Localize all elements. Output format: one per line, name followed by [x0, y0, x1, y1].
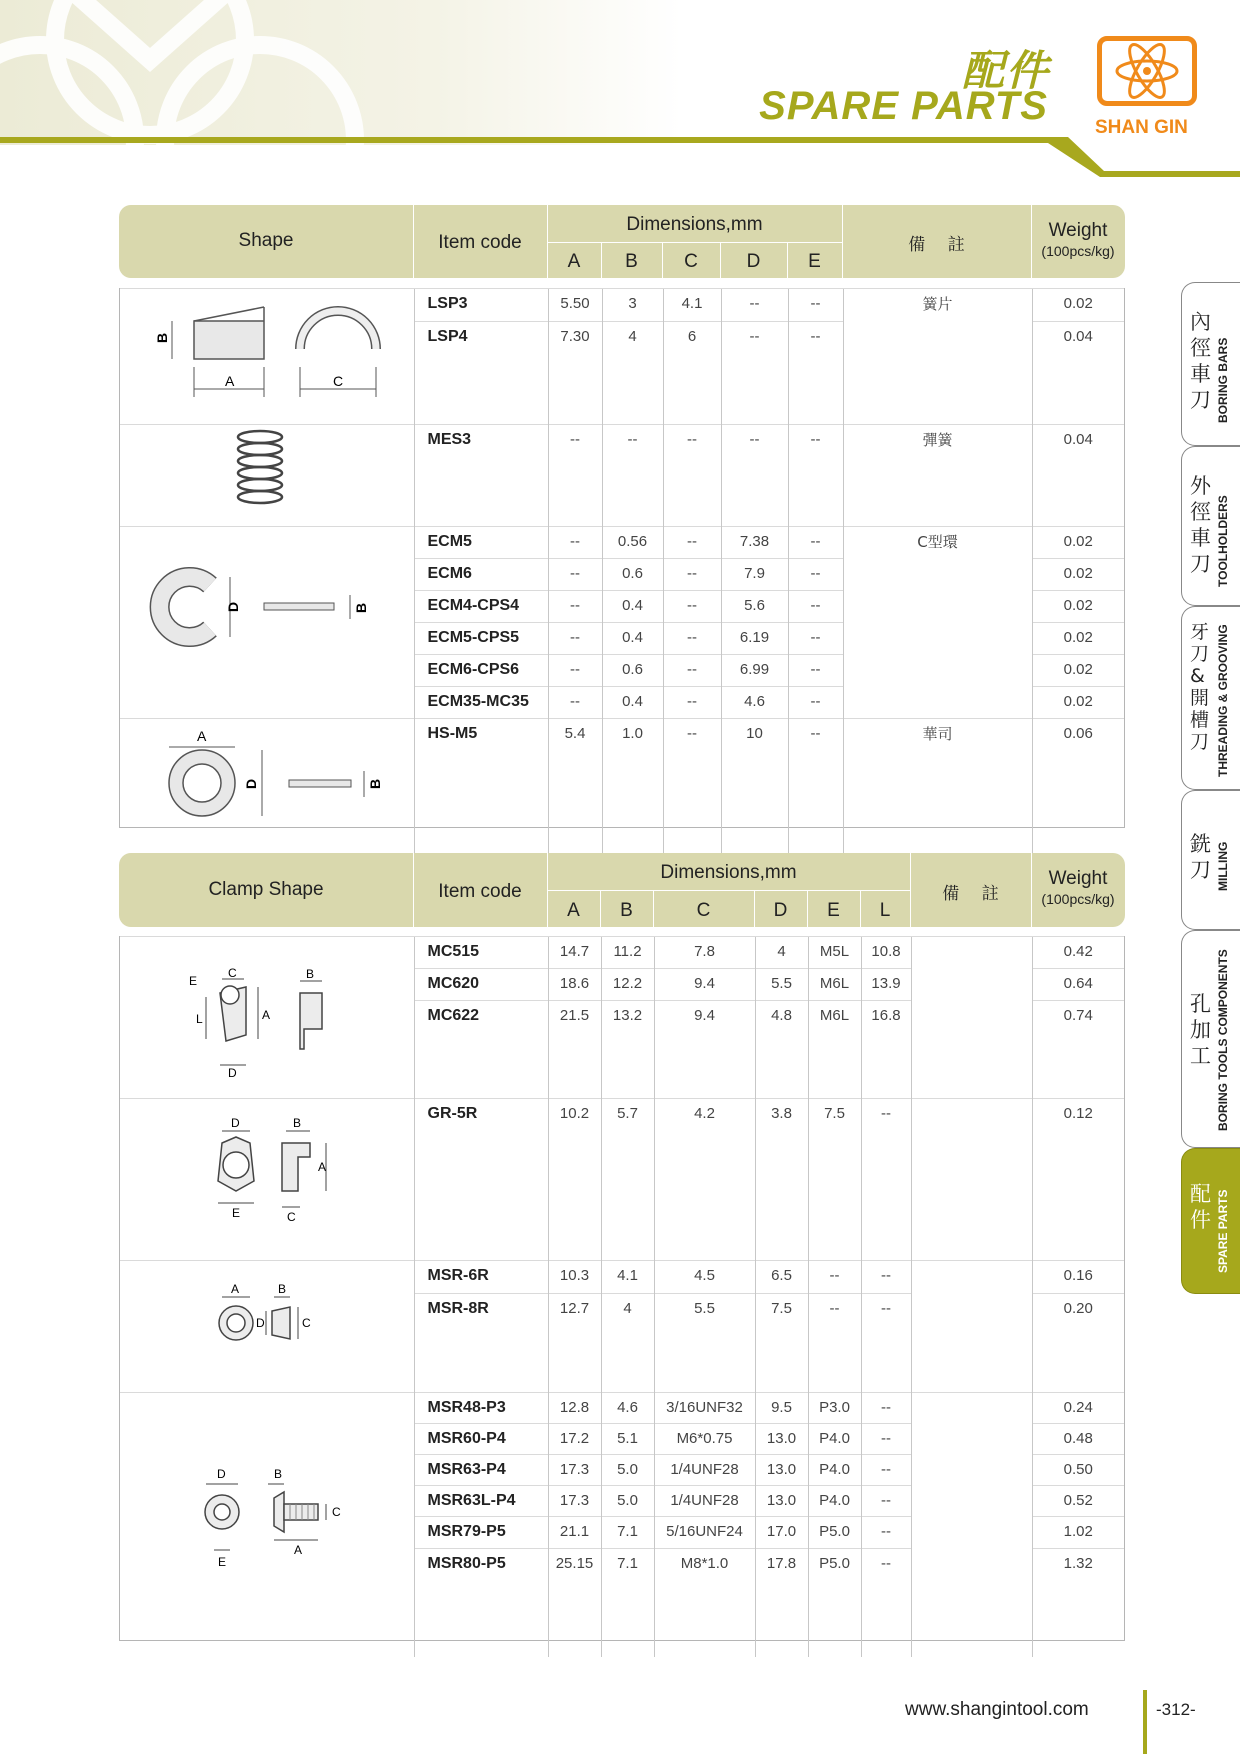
item-code: ECM4-CPS4 [414, 591, 548, 623]
dim-c: -- [663, 527, 721, 559]
clamp-msr-r-drawing [122, 1261, 412, 1381]
table-row: ECM5-CPS5 -- 0.4 -- 6.19 -- 0.02 [120, 623, 1124, 655]
dim-a: -- [548, 527, 602, 559]
dim-label: A [196, 728, 207, 744]
col-e: E [808, 251, 821, 272]
table-row: D B C E A MSR48-P3 12.8 4.6 3/16UNF32 9.5 P3.0 -- 0.24 [120, 1393, 1124, 1424]
dim-label: L [195, 1012, 203, 1026]
dim-d: -- [721, 289, 788, 322]
col-weight: Weight [1048, 220, 1108, 241]
dim-label: E [231, 1206, 240, 1220]
header-pattern [0, 0, 1240, 145]
weight: 0.04 [1032, 322, 1124, 355]
dim-d: -- [721, 322, 788, 355]
item-code: MSR63-P4 [414, 1455, 548, 1486]
table-row: E C B L A D MC515 14.7 11.2 7.8 4 M5L 10.8 0.42 [120, 937, 1124, 969]
col-weight: Weight [1048, 868, 1108, 889]
weight: 0.02 [1032, 289, 1124, 322]
dim-d: 7.38 [721, 527, 788, 559]
item-code: MC515 [414, 937, 548, 969]
shape-ecm [120, 527, 414, 719]
tab-label-cn: 配件 [1190, 1182, 1211, 1232]
col-e: E [827, 900, 840, 921]
dim-label: E [188, 974, 197, 988]
table-row: MSR63-P4 17.3 5.0 1/4UNF28 13.0 P4.0 -- 0.50 [120, 1455, 1124, 1486]
tab-boring-tools-components[interactable] [1181, 930, 1240, 1148]
col-c: C [696, 900, 711, 921]
dim-label: E [217, 1554, 226, 1569]
dim-d: -- [721, 425, 788, 458]
dim-label: D [216, 1466, 226, 1481]
col-c: C [684, 251, 698, 272]
dim-label: C [227, 966, 237, 980]
footer-divider [1143, 1690, 1147, 1754]
tab-label: SPARE PARTS [1216, 1189, 1230, 1273]
note [911, 937, 1032, 1099]
item-code: MSR-6R [414, 1261, 548, 1294]
col-l: L [879, 900, 891, 921]
weight: 0.04 [1032, 425, 1124, 458]
col-note: 備 註 [942, 884, 999, 904]
shape-mes [120, 425, 414, 527]
shape-lsp [120, 289, 414, 425]
table-row: MSR80-P5 25.15 7.1 M8*1.0 17.8 P5.0 -- 1.32 [120, 1548, 1124, 1579]
dim-label: B [305, 967, 314, 981]
tab-label-cn: 銑刀 [1190, 832, 1211, 882]
item-code: MC622 [414, 1000, 548, 1031]
item-code: ECM5 [414, 527, 548, 559]
item-code: MSR79-P5 [414, 1517, 548, 1548]
col-dimensions: Dimensions,mm [660, 862, 797, 883]
dim-c: 6 [663, 322, 721, 355]
col-d: D [746, 251, 761, 272]
tab-label-cn: 內徑車刀 [1190, 310, 1211, 412]
dim-c: -- [663, 425, 721, 458]
col-weight-unit: (100pcs/kg) [1041, 243, 1115, 259]
dim-label: B [352, 602, 369, 613]
tab-label-cn: 牙刀&開槽刀 [1190, 621, 1210, 753]
col-note: 備 註 [908, 235, 965, 255]
table-row: MSR60-P4 17.2 5.1 M6*0.75 13.0 P4.0 -- 0.48 [120, 1424, 1124, 1455]
table-row: A B D C MSR-6R 10.3 4.1 4.5 6.5 -- -- 0.16 [120, 1261, 1124, 1294]
dim-label: C [331, 1504, 341, 1519]
dim-a: -- [548, 425, 602, 458]
col-a: A [567, 900, 580, 921]
header-background [0, 0, 1240, 145]
dim-label: A [261, 1008, 270, 1022]
shape-gr [120, 1099, 414, 1261]
atom-logo-icon [1102, 41, 1192, 101]
item-code: ECM6 [414, 559, 548, 591]
dim-label: B [277, 1282, 286, 1296]
item-code: MSR80-P5 [414, 1548, 548, 1579]
dim-label: A [317, 1160, 326, 1174]
page-number: -312- [1156, 1700, 1196, 1719]
footer-url[interactable]: www.shangintool.com [905, 1699, 1089, 1720]
item-code: MES3 [414, 425, 548, 458]
dim-b: -- [602, 425, 663, 458]
note [911, 1099, 1032, 1261]
screw-msr-p-drawing [122, 1420, 412, 1620]
item-code: ECM5-CPS5 [414, 623, 548, 655]
col-b: B [620, 900, 633, 921]
note: 彈簧 [843, 425, 1032, 527]
header-rule [0, 137, 1050, 143]
dim-label: D [255, 1316, 265, 1330]
dim-label: A [224, 373, 235, 389]
brand-logo [1097, 36, 1197, 106]
note [911, 1393, 1032, 1658]
table-row: ECM6 -- 0.6 -- 7.9 -- 0.02 [120, 559, 1124, 591]
brand-name: SHAN GIN [1095, 117, 1188, 138]
shape-msr-p [120, 1393, 414, 1658]
coil-spring-drawing [122, 425, 412, 515]
tab-label-cn: 孔加工 [1190, 992, 1211, 1068]
dim-b: 0.56 [602, 527, 663, 559]
dim-e: -- [788, 289, 843, 322]
tab-boring-bars[interactable] [1181, 282, 1240, 446]
col-weight-unit: (100pcs/kg) [1041, 891, 1115, 907]
table-row: MSR63L-P4 17.3 5.0 1/4UNF28 13.0 P4.0 -- 0.52 [120, 1486, 1124, 1517]
weight: 0.02 [1032, 527, 1124, 559]
dim-b: 4 [602, 322, 663, 355]
tab-threading-grooving[interactable] [1181, 606, 1240, 790]
note [911, 1261, 1032, 1393]
dim-label: B [273, 1466, 282, 1481]
c-ring-drawing [122, 527, 412, 707]
tab-spare-parts[interactable] [1181, 1148, 1240, 1294]
col-a: A [567, 251, 581, 272]
tab-label: MILLING [1216, 841, 1230, 891]
item-code: MSR60-P4 [414, 1424, 548, 1455]
dim-c: 4.1 [663, 289, 721, 322]
item-code: LSP4 [414, 322, 548, 355]
header-rule-slope [1048, 137, 1240, 177]
dim-label: B [292, 1116, 301, 1130]
table-row: ECM35-MC35 -- 0.4 -- 4.6 -- 0.02 [120, 687, 1124, 719]
table-row: ECM4-CPS4 -- 0.4 -- 5.6 -- 0.02 [120, 591, 1124, 623]
col-dimensions: Dimensions,mm [626, 214, 763, 235]
tab-label: BORING TOOLS COMPONENTS [1216, 949, 1230, 1131]
table-row: D B A E C GR-5R 10.2 5.7 4.2 3.8 7.5 -- 0.12 [120, 1099, 1124, 1131]
dim-e: -- [788, 322, 843, 355]
shape-mc [120, 937, 414, 1099]
dim-label: D [224, 601, 241, 612]
dim-b: 3 [602, 289, 663, 322]
shape-hs [120, 719, 414, 855]
table-row: MC620 18.6 12.2 9.4 5.5 M6L 13.9 0.64 [120, 968, 1124, 1000]
item-code: MSR48-P3 [414, 1393, 548, 1424]
dim-label: A [230, 1282, 239, 1296]
tab-label: TOOLHOLDERS [1216, 495, 1230, 587]
dim-label: A [293, 1542, 302, 1557]
table2 [120, 936, 1124, 1657]
table1 [120, 288, 1124, 854]
dim-label: B [153, 332, 170, 343]
table-row [120, 425, 1124, 458]
dim-a: 5.50 [548, 289, 602, 322]
clamp-gr-drawing [122, 1099, 412, 1249]
tab-label: BORING BARS [1216, 337, 1230, 423]
col-clamp-shape: Clamp Shape [208, 879, 324, 900]
dim-label: C [286, 1210, 296, 1224]
tab-label: THREADING & GROOVING [1216, 624, 1230, 777]
washer-drawing [122, 719, 412, 843]
dim-label: C [301, 1316, 311, 1330]
dim-label: D [230, 1116, 240, 1130]
dim-a: 7.30 [548, 322, 602, 355]
note: 華司 [843, 719, 1032, 855]
col-b: B [625, 251, 638, 272]
col-shape: Shape [238, 230, 294, 251]
item-code: LSP3 [414, 289, 548, 322]
table-row: A D B HS-M5 5.4 1.0 -- 10 -- 華司 0.06 [120, 719, 1124, 752]
spring-plate-drawing [122, 289, 412, 413]
tab-milling[interactable] [1181, 790, 1240, 930]
item-code: MSR-8R [414, 1294, 548, 1326]
tab-toolholders[interactable] [1181, 446, 1240, 606]
note: C型環 [843, 527, 1032, 719]
col-item-code: Item code [438, 232, 522, 253]
col-item-code: Item code [438, 881, 522, 902]
dim-label: D [242, 778, 259, 789]
tab-label-cn: 外徑車刀 [1190, 474, 1211, 576]
dim-e: -- [788, 527, 843, 559]
table-row: MSR-8R 12.7 4 5.5 7.5 -- -- 0.20 [120, 1294, 1124, 1326]
item-code: MC620 [414, 968, 548, 1000]
table-row: MSR79-P5 21.1 7.1 5/16UNF24 17.0 P5.0 -- 1.02 [120, 1517, 1124, 1548]
item-code: HS-M5 [414, 719, 548, 752]
dim-e: -- [788, 425, 843, 458]
dim-label: D [227, 1066, 237, 1080]
item-code: GR-5R [414, 1099, 548, 1131]
page-title: SPARE PARTS [759, 84, 1048, 128]
item-code: ECM6-CPS6 [414, 655, 548, 687]
item-code: ECM35-MC35 [414, 687, 548, 719]
note: 簧片 [843, 289, 1032, 425]
page-title-cn: 配件 [961, 46, 1050, 95]
table-row: ECM6-CPS6 -- 0.6 -- 6.99 -- 0.02 [120, 655, 1124, 687]
table-row: MC622 21.5 13.2 9.4 4.8 M6L 16.8 0.74 [120, 1000, 1124, 1031]
item-code: MSR63L-P4 [414, 1486, 548, 1517]
dim-label: B [366, 778, 383, 789]
shape-msr-r [120, 1261, 414, 1393]
table-row [120, 289, 1124, 322]
col-d: D [773, 900, 788, 921]
table-row [120, 527, 1124, 559]
clamp-mc-drawing [122, 937, 412, 1087]
dim-label: C [332, 373, 343, 389]
